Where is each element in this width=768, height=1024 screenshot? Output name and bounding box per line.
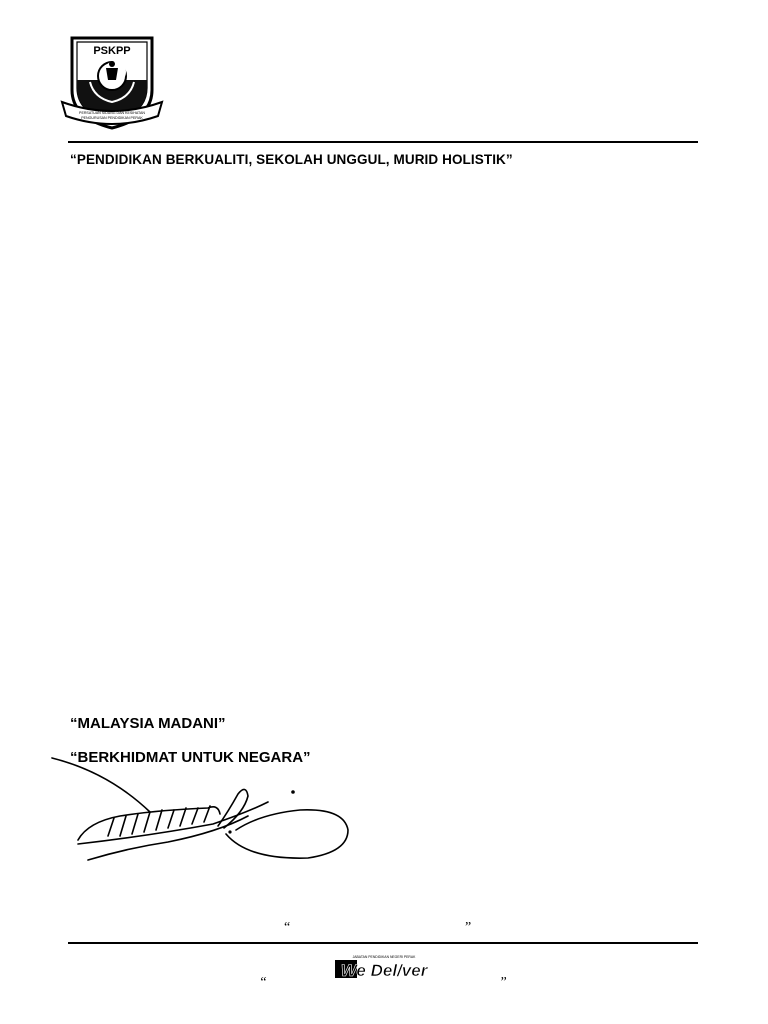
logo-banner-line2: PENGURUSAN PENDIDIKAN PERAK: [81, 116, 143, 120]
school-motto: “PENDIDIKAN BERKUALITI, SEKOLAH UNGGUL, MURID HOLISTIK”: [70, 152, 513, 167]
footer-quote-open-2: “: [259, 975, 267, 990]
we-deliver-caption: JABATAN PENDIDIKAN NEGERI PERAK: [352, 955, 416, 959]
footer-quote-close-2: ”: [499, 975, 507, 990]
logo-title: PSKPP: [93, 45, 131, 57]
handwritten-signature: [48, 752, 358, 867]
footer-quote-open-1: “: [284, 920, 291, 935]
we-deliver-logo: [334, 953, 434, 979]
header-divider: [68, 141, 698, 143]
slogan-berkhidmat: “BERKHIDMAT UNTUK NEGARA”: [70, 749, 311, 766]
logo-banner-line1: PERSATUAN SIDANG DAN KESIHATAN: [79, 111, 145, 115]
footer-quote-close-1: ”: [465, 920, 472, 935]
pskpp-crest-logo: [60, 28, 164, 132]
footer-divider: [68, 942, 698, 944]
slogan-malaysia-madani: “MALAYSIA MADANI”: [70, 715, 226, 732]
we-deliver-wordmark: We Del/ver: [340, 961, 428, 979]
